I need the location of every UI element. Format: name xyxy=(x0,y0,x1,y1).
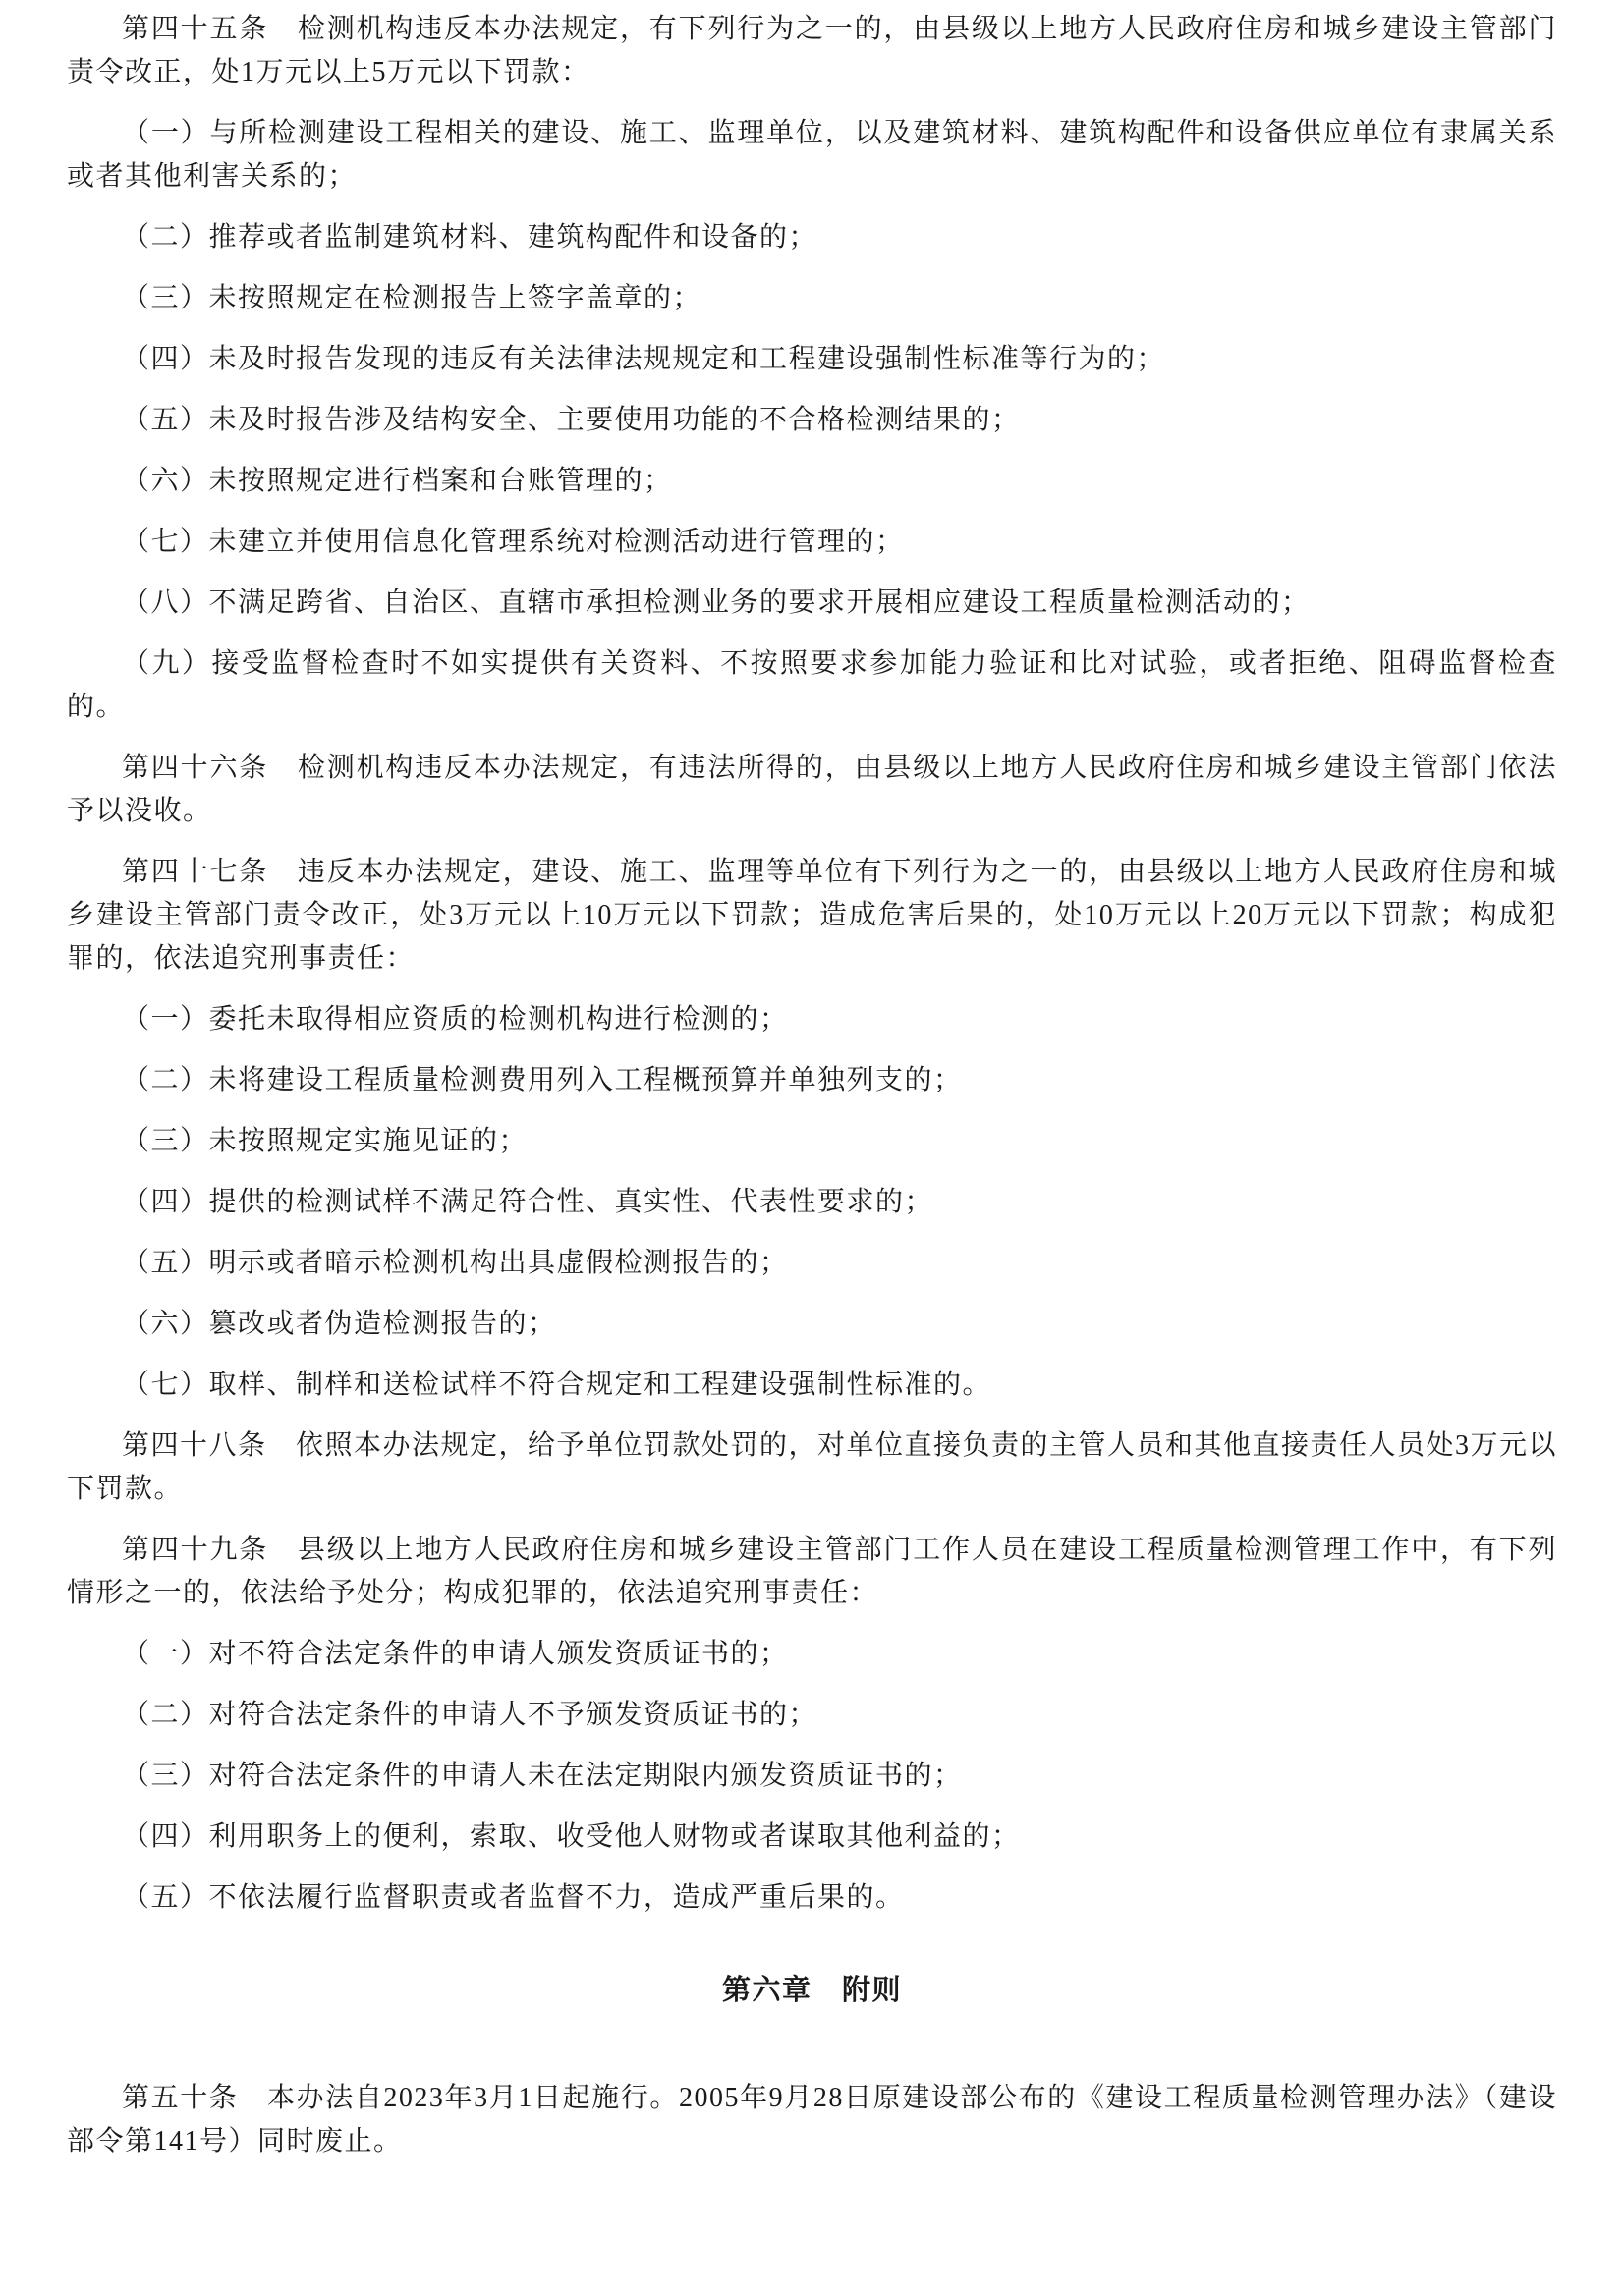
article-47-item-1: （一）委托未取得相应资质的检测机构进行检测的； xyxy=(122,1004,789,1035)
article-45-paragraph: 第四十五条 检测机构违反本办法规定，有下列行为之一的，由县级以上地方人民政府住房和城乡建设主管部门责令改正，处1万元以上5万元以下罚款： xyxy=(67,14,1557,87)
article-45-item-8: （八）不满足跨省、自治区、直辖市承担检测业务的要求开展相应建设工程质量检测活动的； xyxy=(122,588,1311,618)
article-45-item-9: （九）接受监督检查时不如实提供有关资料、不按照要求参加能力验证和比对试验，或者拒绝、阻碍监督检查的。 xyxy=(67,648,1557,722)
article-45-item-4: （四）未及时报告发现的违反有关法律法规规定和工程建设强制性标准等行为的； xyxy=(122,344,1166,374)
article-49-item-2: （二）对符合法定条件的申请人不予颁发资质证书的； xyxy=(122,1700,818,1730)
article-47-paragraph: 第四十七条 违反本办法规定，建设、施工、监理等单位有下列行为之一的，由县级以上地方人民政府住房和城乡建设主管部门责令改正，处3万元以上10万元以下罚款；造成危害后果的，处10万元以上20万元以下罚款；构成犯罪的，依法追究刑事责任： xyxy=(67,857,1557,974)
chapter-6-heading: 第六章 附则 xyxy=(721,1975,902,2006)
article-45-item-7: （七）未建立并使用信息化管理系统对检测活动进行管理的； xyxy=(122,527,905,557)
article-45-item-3: （三）未按照规定在检测报告上签字盖章的； xyxy=(122,283,702,313)
article-46-paragraph: 第四十六条 检测机构违反本办法规定，有违法所得的，由县级以上地方人民政府住房和城乡建设主管部门依法予以没收。 xyxy=(67,753,1557,826)
article-49-paragraph: 第四十九条 县级以上地方人民政府住房和城乡建设主管部门工作人员在建设工程质量检测管理工作中，有下列情形之一的，依法给予处分；构成犯罪的，依法追究刑事责任： xyxy=(67,1535,1557,1608)
article-47-item-6: （六）篡改或者伪造检测报告的； xyxy=(122,1309,557,1339)
article-47-item-5: （五）明示或者暗示检测机构出具虚假检测报告的； xyxy=(122,1248,789,1278)
article-49-item-4: （四）利用职务上的便利，索取、收受他人财物或者谋取其他利益的； xyxy=(122,1821,1021,1852)
article-47-item-2: （二）未将建设工程质量检测费用列入工程概预算并单独列支的； xyxy=(122,1065,963,1095)
article-45-item-2: （二）推荐或者监制建筑材料、建筑构配件和设备的； xyxy=(122,222,818,252)
article-49-item-5: （五）不依法履行监督职责或者监督不力，造成严重后果的。 xyxy=(122,1882,905,1913)
article-49-item-1: （一）对不符合法定条件的申请人颁发资质证书的； xyxy=(122,1639,789,1669)
article-47-item-4: （四）提供的检测试样不满足符合性、真实性、代表性要求的； xyxy=(122,1187,934,1217)
article-45-item-1: （一）与所检测建设工程相关的建设、施工、监理单位，以及建筑材料、建筑构配件和设备供应单位有隶属关系或者其他利害关系的； xyxy=(67,118,1557,192)
article-47-item-3: （三）未按照规定实施见证的； xyxy=(122,1126,529,1156)
article-47-item-7: （七）取样、制样和送检试样不符合规定和工程建设强制性标准的。 xyxy=(122,1370,992,1400)
article-45-item-6: （六）未按照规定进行档案和台账管理的； xyxy=(122,466,673,496)
article-49-item-3: （三）对符合法定条件的申请人未在法定期限内颁发资质证书的； xyxy=(122,1761,963,1791)
article-48-paragraph: 第四十八条 依照本办法规定，给予单位罚款处罚的，对单位直接负责的主管人员和其他直接责任人员处3万元以下罚款。 xyxy=(67,1430,1558,1504)
article-45-item-5: （五）未及时报告涉及结构安全、主要使用功能的不合格检测结果的； xyxy=(122,405,1021,435)
article-50-paragraph: 第五十条 本办法自2023年3月1日起施行。2005年9月28日原建设部公布的《建设工程质量检测管理办法》（建设部令第141号）同时废止。 xyxy=(67,2083,1557,2156)
